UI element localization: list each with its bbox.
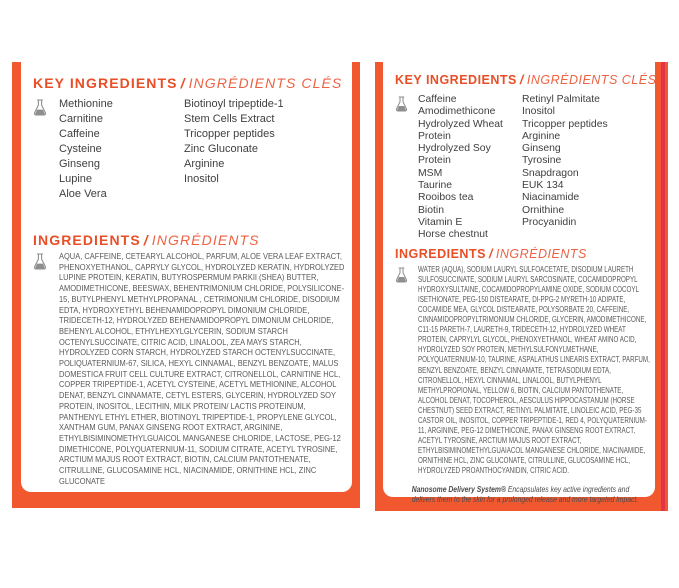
key-ingredient-item: Cysteine	[59, 143, 102, 155]
key-ingredient-item: Ginseng	[59, 158, 100, 170]
flask-icon	[33, 99, 47, 116]
key-ingredient-item: Methionine	[59, 98, 113, 110]
key-ingredient-item: Carnitine	[59, 113, 104, 125]
key-ingredient-item: Niacinamide	[522, 192, 580, 204]
ingredients-header-right	[383, 246, 655, 262]
key-ingredient-item: Stem Cells Extract	[184, 113, 275, 125]
panel-left-content	[21, 62, 352, 492]
key-ingredient-item: Lupine	[59, 173, 93, 185]
ingredients-header-left	[21, 232, 352, 248]
key-ingredients-column-1	[59, 97, 172, 202]
header-english: KEY INGREDIENTS	[33, 75, 178, 91]
panel-right-content	[383, 62, 657, 505]
full-ingredients-left	[21, 251, 352, 486]
nanosome-note-text: Encapsulates key active ingredients and delivers them to the skin for a prolonged release and more targeted impact.	[411, 483, 639, 505]
ingredients-paragraph: AQUA, CAFFEINE, CETEARYL ALCOHOL, PARFUM, ALOE VERA LEAF EXTRACT, PHENOXYETHANOL, CAPRYLY GLYCOL, HYDROLYZED KERATIN, HYDROLYZED LUPINE PROTEIN, KERATIN, BUTYROSPERMUM PARKII (SHEA) BUTTER, AMODIMETHICONE, BEESWAX, BEHENTRIMONIUM CHLORIDE, POLYSILICONE-15, BUTYLPHENYL METHYLPROPANAL , CETRIMONIUM CHLORIDE, DISODIUM EDTA, HYDROXYETHYL BEHENAMIDOPROPYL DIMONIUM CHLORIDE, TRIDECETH-12, HYDROLYZED BEHENAMIDOPROPYL DIMONIUM CHLORIDE, BEHENYL ALCOHOL, ETHYLHEXYLGLYCERIN, SODIUM STARCH OCTENYLSUCCINATE, CITRIC ACID, LINALOOL, ZEA MAYS STARCH, HYDROLYZED CORN STARCH, HYDROLYZED STARCH OCTENYLSUCCINATE, POLIQUATERNIUM-67, SILICA, HEXYL CINNAMAL, BENZYL BENZOATE, MALUS DOMESTICA FRUIT CELL CULTURE EXTRACT, CITRONELLOL, CARNITINE HCL, COPPER TRIPEPTIDE-1, ACETYL CYSTEINE, ACETYL METHIONINE, ALCOHOL DENAT, BENZYL CINNAMATE, CETYL ESTERS, GLYCERIN, HYDROLYZED SOY PROTEIN, INOSITOL, LECITHIN, MILK PROTEIN/ LACTIS PROTEINUM, PANTHENYL ETHYL ETHER, BIOTINOYL TRIPEPTIDE-1, PROPYLENE GLYCOL, XANTHAM GUM, PANAX GINSENG ROOT EXTRACT, ARGININE, ETHYLBISIMINOMETHYLGUAICOL MANGANESE CHLORIDE, LACTOSE, PEG-12 DIMETHICONE, POLYQUATERNIUM-11, SODIUM CITRATE, ACETYL TYROSINE, ARCTIUM MAJUS ROOT EXTRACT, BIOTIN, CALCIUM PANTOTHENATE, CITRULLINE, GLUCOSAMINE HCL, NIACINAMIDE, ORNITHINE HCL, ZINC GLUCONATE	[59, 251, 345, 486]
key-ingredient-item: Procyanidin	[522, 216, 577, 228]
key-ingredient-item: Arginine	[184, 158, 225, 170]
ingredients-panel-left	[12, 62, 360, 508]
key-ingredient-item: Hydrolyzed Wheat Protein	[418, 118, 503, 142]
key-ingredients-list-right	[383, 94, 655, 242]
key-ingredient-item: Tricopper peptides	[184, 128, 275, 140]
header-french: INGRÉDIENTS	[495, 246, 587, 261]
key-ingredients-header-right	[383, 62, 655, 88]
key-ingredient-item: Zinc Gluconate	[184, 143, 258, 155]
key-ingredient-item: Amodimethicone	[418, 106, 496, 118]
header-english: KEY INGREDIENTS	[395, 73, 517, 87]
key-ingredient-item: Arginine	[522, 130, 561, 142]
flask-icon	[395, 267, 408, 283]
key-ingredient-item: Tyrosine	[522, 155, 562, 167]
header-french: INGRÉDIENTS CLÉS	[526, 73, 657, 87]
key-ingredient-item: Caffeine	[59, 128, 100, 140]
key-ingredients-column-2	[184, 97, 344, 187]
ingredients-paragraph: WATER (AQUA), SODIUM LAURYL SULFOACETATE, DISODIUM LAURETH SULFOSUCCINATE, SODIUM LAURYL SARCOSINATE, COCAMIDOPROPYL HYDROXYSULTAINE, COCAMIDOPROPYLAMINE OXIDE, SODIUM COCOYL ISETHIONATE, PEG-150 DISTEARATE, DI-PPG-2 MYRETH-10 ADIPATE, COCAMIDE MEA, GLYCOL DISTEARATE, POLYSORBATE 20, CAFFEINE, CINNAMIDOPROPYLTRIMONIUM CHLORIDE, GLYCERIN, AMODIMETHICONE, C11-15 PARETH-7, LAURETH-9, TRIDECETH-12, HYDROLYZED WHEAT PROTEIN, CAPRYLYL GLYCOL, PHENOXYETHANOL, WHEAT AMINO ACID, HYDROLYZED SOY PROTEIN, METHYLSULFONYLMETHANE, POLYQUATERNIUM-10, TAURINE, ASPALATHUS LINEARIS EXTRACT, PARFUM, BENZYL BENZOATE, BENZYL CINNAMATE, TETRASODIUM EDTA, CITRONELLOL, HEXYL CINNAMAL, LINALOOL, BUTYLPHENYL METHYLPROPIONAL, YELLOW 6, BIOTIN, CALCIUM PANTOTHENATE, ALCOHOL DENAT, TOCOPHEROL, AESCULUS HIPPOCASTANUM (HORSE CHESTNUT) SEED EXTRACT, RETINYL PALMITATE, LINOLEIC ACID, PEG-35 CASTOR OIL, INOSITOL, COPPER TRIPEPTIDE-1, RED 4, POLYQUATERNIUM-11, ARGININE, PEG-12 DIMETHICONE, PANAX GINSENG ROOT EXTRACT, ACETYL TYROSINE, ARCTIUM MAJUS ROOT EXTRACT, ETHYLBISIMINOMETHYLGUAIACOL MANGANESE CHLORIDE, NIACINAMIDE, ORNITHINE HCL, ZINC GLUCONATE, CITRULLINE, GLUCOSAMINE HCL, HYDROLYZED PROANTHOCYANIDIN, CITRIC ACID.	[418, 264, 650, 476]
header-french: INGRÉDIENTS	[151, 232, 260, 248]
header-slash: /	[180, 75, 186, 91]
key-ingredient-item: Horse chestnut	[418, 229, 488, 241]
key-ingredient-item: EUK 134	[522, 180, 564, 192]
key-ingredient-item: Rooibos tea	[418, 192, 474, 204]
key-ingredient-item: Biotinoyl tripeptide-1	[184, 98, 284, 110]
key-ingredient-item: Hydrolyzed Soy Protein	[418, 143, 491, 167]
key-ingredients-column-2	[522, 94, 647, 229]
key-ingredient-item: Tricopper peptides	[522, 118, 608, 130]
key-ingredient-item: Ornithine	[522, 204, 565, 216]
header-french: INGRÉDIENTS CLÉS	[188, 75, 343, 91]
key-ingredients-list-left	[21, 97, 352, 202]
header-slash: /	[488, 246, 493, 261]
key-ingredient-item: Taurine	[418, 180, 453, 192]
header-english: INGREDIENTS	[395, 246, 486, 261]
full-ingredients-right	[383, 265, 655, 477]
flask-icon	[33, 253, 47, 270]
header-slash: /	[519, 73, 524, 87]
key-ingredient-item: Aloe Vera	[59, 188, 107, 200]
label-fold-line	[661, 62, 665, 511]
key-ingredient-item: Caffeine	[418, 94, 457, 105]
nanosome-note	[383, 484, 641, 505]
key-ingredient-item: Vitamin E	[418, 216, 463, 228]
key-ingredient-item: Snapdragon	[522, 167, 579, 179]
key-ingredient-item: Ginseng	[522, 143, 561, 155]
ingredients-panel-right	[375, 62, 668, 511]
key-ingredient-item: Inositol	[522, 106, 555, 118]
key-ingredient-item: MSM	[418, 167, 443, 179]
flask-icon	[395, 96, 408, 112]
key-ingredients-column-1	[418, 94, 510, 242]
header-slash: /	[143, 232, 149, 248]
key-ingredients-header-left	[21, 62, 352, 91]
key-ingredient-item: Biotin	[418, 204, 444, 216]
key-ingredient-item: Inositol	[184, 173, 219, 185]
header-english: INGREDIENTS	[33, 232, 141, 248]
nanosome-note-lead: Nanosome Delivery System®	[411, 483, 506, 494]
key-ingredient-item: Retinyl Palmitate	[522, 94, 600, 105]
